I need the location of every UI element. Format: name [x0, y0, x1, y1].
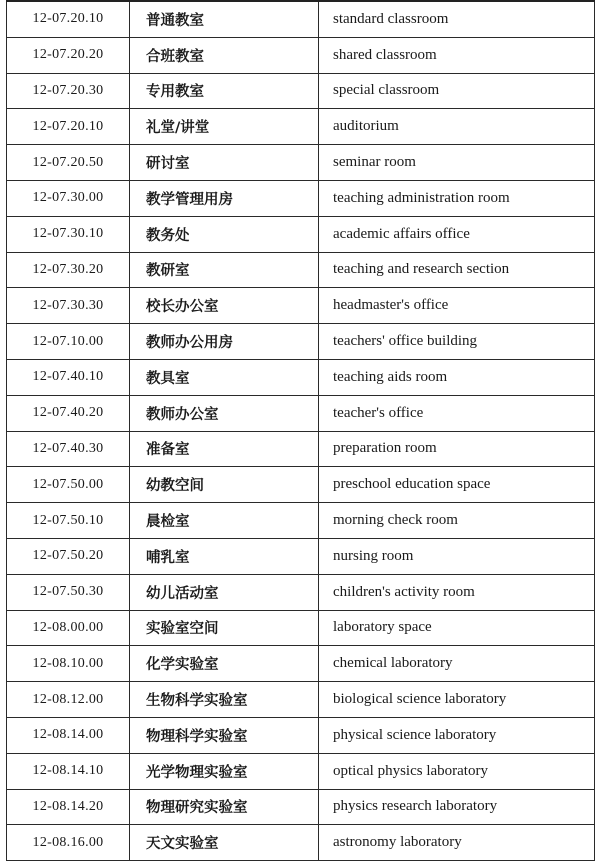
code-cell: 12-07.20.50: [7, 145, 130, 181]
table-row: [7, 145, 595, 181]
code-cell: 12-08.10.00: [7, 646, 130, 682]
table-row: [7, 216, 595, 252]
code-cell: 12-08.14.10: [7, 753, 130, 789]
english-term-cell: teaching administration room: [319, 180, 595, 216]
code-cell: 12-07.40.30: [7, 431, 130, 467]
table-row: [7, 180, 595, 216]
english-term-cell: headmaster's office: [319, 288, 595, 324]
chinese-term-cell: 物理研究实验室: [130, 789, 319, 825]
english-term-cell: physics research laboratory: [319, 789, 595, 825]
table-row: [7, 37, 595, 73]
code-cell: 12-08.00.00: [7, 610, 130, 646]
table-row: [7, 682, 595, 718]
english-term-cell: preschool education space: [319, 467, 595, 503]
table-row: [7, 324, 595, 360]
chinese-term-cell: 教学管理用房: [130, 180, 319, 216]
chinese-term-cell: 天文实验室: [130, 825, 319, 861]
english-term-cell: optical physics laboratory: [319, 753, 595, 789]
english-term-cell: teaching aids room: [319, 359, 595, 395]
chinese-term-cell: 生物科学实验室: [130, 682, 319, 718]
table-row: [7, 431, 595, 467]
code-cell: 12-07.50.30: [7, 574, 130, 610]
code-cell: 12-07.10.00: [7, 324, 130, 360]
code-cell: 12-07.20.10: [7, 1, 130, 37]
table-row: [7, 646, 595, 682]
table-row: [7, 753, 595, 789]
english-term-cell: teacher's office: [319, 395, 595, 431]
table-row: [7, 467, 595, 503]
chinese-term-cell: 化学实验室: [130, 646, 319, 682]
code-cell: 12-07.20.20: [7, 37, 130, 73]
chinese-term-cell: 普通教室: [130, 1, 319, 37]
table-row: [7, 789, 595, 825]
code-cell: 12-07.20.30: [7, 73, 130, 109]
english-term-cell: seminar room: [319, 145, 595, 181]
code-cell: 12-08.14.00: [7, 717, 130, 753]
english-term-cell: children's activity room: [319, 574, 595, 610]
chinese-term-cell: 专用教室: [130, 73, 319, 109]
table-row: [7, 73, 595, 109]
english-term-cell: special classroom: [319, 73, 595, 109]
english-term-cell: laboratory space: [319, 610, 595, 646]
english-term-cell: biological science laboratory: [319, 682, 595, 718]
chinese-term-cell: 实验室空间: [130, 610, 319, 646]
chinese-term-cell: 物理科学实验室: [130, 717, 319, 753]
code-cell: 12-07.50.00: [7, 467, 130, 503]
code-cell: 12-07.30.00: [7, 180, 130, 216]
table-row: [7, 359, 595, 395]
code-cell: 12-07.50.10: [7, 503, 130, 539]
english-term-cell: nursing room: [319, 538, 595, 574]
chinese-term-cell: 礼堂/讲堂: [130, 109, 319, 145]
table-row: [7, 574, 595, 610]
english-term-cell: academic affairs office: [319, 216, 595, 252]
table-row: [7, 825, 595, 861]
chinese-term-cell: 教具室: [130, 359, 319, 395]
chinese-term-cell: 幼儿活动室: [130, 574, 319, 610]
code-cell: 12-07.40.10: [7, 359, 130, 395]
english-term-cell: standard classroom: [319, 1, 595, 37]
code-cell: 12-08.14.20: [7, 789, 130, 825]
table-row: [7, 503, 595, 539]
chinese-term-cell: 晨检室: [130, 503, 319, 539]
chinese-term-cell: 教师办公室: [130, 395, 319, 431]
chinese-term-cell: 研讨室: [130, 145, 319, 181]
english-term-cell: morning check room: [319, 503, 595, 539]
code-cell: 12-07.30.10: [7, 216, 130, 252]
english-term-cell: shared classroom: [319, 37, 595, 73]
chinese-term-cell: 幼教空间: [130, 467, 319, 503]
table-row: [7, 252, 595, 288]
code-cell: 12-07.40.20: [7, 395, 130, 431]
code-cell: 12-08.12.00: [7, 682, 130, 718]
table-row: [7, 288, 595, 324]
english-term-cell: teaching and research section: [319, 252, 595, 288]
english-term-cell: astronomy laboratory: [319, 825, 595, 861]
code-cell: 12-07.20.10: [7, 109, 130, 145]
english-term-cell: auditorium: [319, 109, 595, 145]
table-row: [7, 1, 595, 37]
english-term-cell: chemical laboratory: [319, 646, 595, 682]
chinese-term-cell: 校长办公室: [130, 288, 319, 324]
chinese-term-cell: 教师办公用房: [130, 324, 319, 360]
table-row: [7, 395, 595, 431]
chinese-term-cell: 光学物理实验室: [130, 753, 319, 789]
chinese-term-cell: 教研室: [130, 252, 319, 288]
classification-table: [6, 0, 595, 861]
english-term-cell: teachers' office building: [319, 324, 595, 360]
classification-table-wrapper: [6, 0, 594, 861]
chinese-term-cell: 哺乳室: [130, 538, 319, 574]
chinese-term-cell: 准备室: [130, 431, 319, 467]
table-row: [7, 610, 595, 646]
table-row: [7, 109, 595, 145]
code-cell: 12-07.50.20: [7, 538, 130, 574]
table-body: [7, 1, 595, 861]
chinese-term-cell: 教务处: [130, 216, 319, 252]
table-row: [7, 538, 595, 574]
table-row: [7, 717, 595, 753]
english-term-cell: physical science laboratory: [319, 717, 595, 753]
code-cell: 12-07.30.30: [7, 288, 130, 324]
english-term-cell: preparation room: [319, 431, 595, 467]
chinese-term-cell: 合班教室: [130, 37, 319, 73]
code-cell: 12-08.16.00: [7, 825, 130, 861]
code-cell: 12-07.30.20: [7, 252, 130, 288]
